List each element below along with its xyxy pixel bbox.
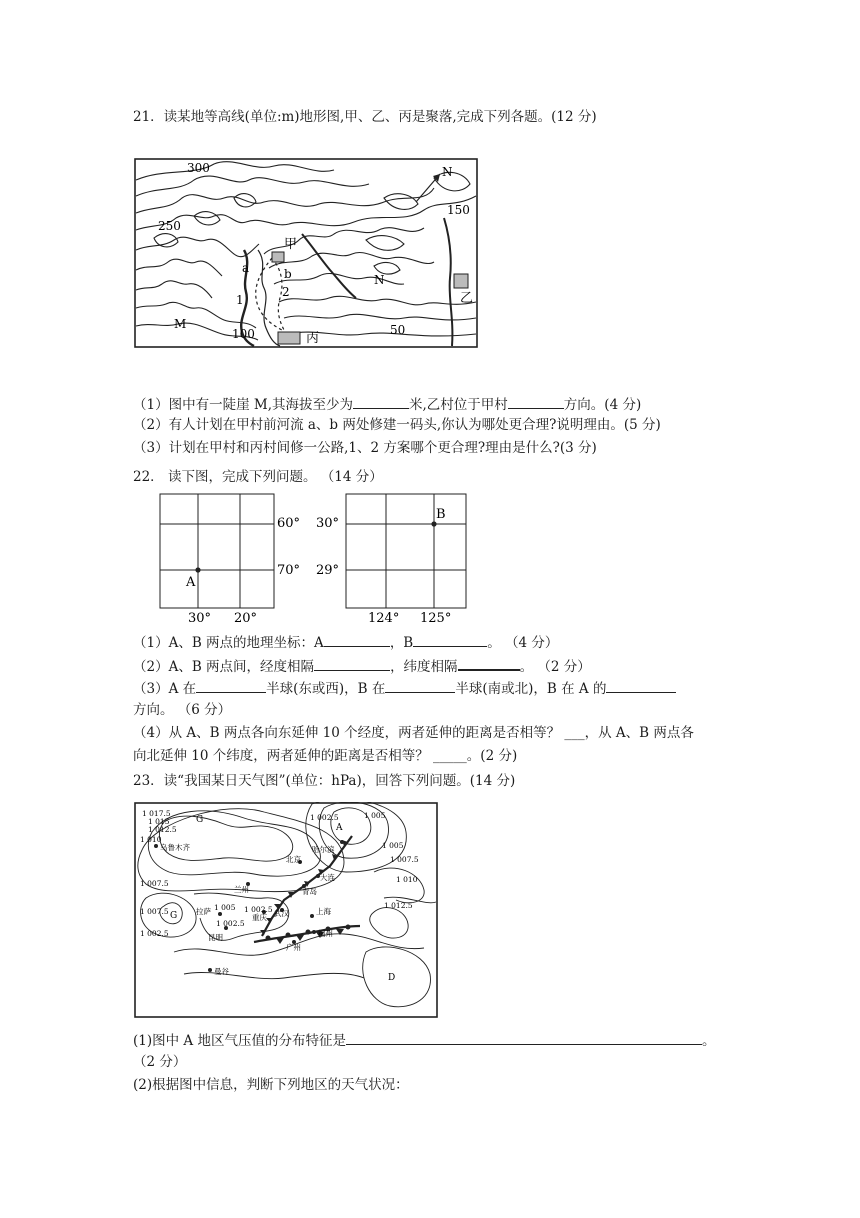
- contour-label-300: 300: [187, 161, 210, 175]
- q22-s3: （3）A 在 半球(东或西)，B 在 半球(南或北)，B 在 A 的: [133, 678, 676, 698]
- q23-title: 23．读“我国某日天气图”(单位：hPa)，回答下列问题。(14 分): [133, 773, 516, 789]
- weather-map: [134, 802, 438, 1018]
- q22-s4-cont: 向北延伸 10 个纬度，两者延伸的距离是否相等？ _____。(2 分): [133, 748, 518, 764]
- svg-text:1 007.5: 1 007.5: [140, 879, 169, 888]
- q21-s3: （3）计划在甲村和丙村间修一公路,1、2 方案哪个更合理?理由是什么?(3 分): [133, 440, 597, 456]
- svg-text:上海: 上海: [316, 907, 331, 916]
- village-yi-label: 乙: [460, 291, 474, 306]
- answer-blank[interactable]: [353, 394, 409, 409]
- svg-text:兰州: 兰州: [234, 885, 249, 894]
- svg-text:1 010: 1 010: [396, 875, 418, 884]
- answer-blank[interactable]: [324, 632, 390, 647]
- point-a-label: A: [186, 575, 196, 590]
- svg-text:1 007.5: 1 007.5: [140, 907, 169, 916]
- lat-30-label: 30°: [316, 516, 340, 531]
- svg-text:1 010: 1 010: [140, 835, 162, 844]
- answer-blank[interactable]: [385, 678, 455, 693]
- q22-title: 22． 读下图，完成下列问题。 （14 分）: [133, 469, 383, 485]
- svg-text:1 017.5: 1 017.5: [142, 809, 171, 818]
- svg-text:武汉: 武汉: [274, 909, 289, 918]
- svg-text:拉萨: 拉萨: [196, 907, 211, 916]
- north-label: N: [442, 165, 453, 179]
- q21-s1: （1）图中有一陡崖 M,其海拔至少为 米,乙村位于甲村 方向。(4 分): [133, 394, 641, 414]
- svg-text:曼谷: 曼谷: [214, 967, 229, 976]
- contour-label-150: 150: [447, 203, 470, 217]
- answer-blank[interactable]: [413, 632, 487, 647]
- svg-text:D: D: [388, 973, 396, 983]
- svg-text:广州: 广州: [286, 943, 301, 952]
- svg-text:1 012.5: 1 012.5: [148, 825, 177, 834]
- answer-blank[interactable]: [606, 678, 676, 693]
- q21-title: 21．读某地等高线(单位:m)地形图,甲、乙、丙是聚落,完成下列各题。(12 分): [133, 109, 597, 125]
- answer-blank[interactable]: [196, 678, 266, 693]
- contour-label-100: 100: [232, 327, 255, 341]
- svg-text:乌鲁木齐: 乌鲁木齐: [160, 843, 190, 852]
- route-1-label: 1: [236, 293, 244, 307]
- svg-text:1 002.5: 1 002.5: [140, 929, 169, 938]
- lat-lon-grid-b: [316, 490, 476, 626]
- svg-text:1 012.5: 1 012.5: [384, 901, 413, 910]
- svg-text:1 002.5: 1 002.5: [244, 905, 273, 914]
- q22-s2: （2）A、B 两点间，经度相隔 ，纬度相隔 。 （2 分）: [133, 655, 591, 676]
- contour-label-50: 50: [390, 323, 406, 337]
- svg-text:昆明: 昆明: [208, 933, 223, 942]
- svg-text:1 002.5: 1 002.5: [310, 813, 339, 822]
- point-b-label: B: [436, 507, 446, 522]
- q21-s2: （2）有人计划在甲村前河流 a、b 两处修建一码头,你认为哪处更合理?说明理由。(5 分): [133, 417, 661, 433]
- answer-blank[interactable]: [346, 1030, 702, 1045]
- svg-text:1 007.5: 1 007.5: [390, 855, 419, 864]
- svg-text:1 005: 1 005: [364, 811, 386, 820]
- lon-20-label: 20°: [234, 611, 258, 626]
- village-jia-label: 甲: [284, 237, 298, 252]
- svg-text:1 005: 1 005: [214, 903, 236, 912]
- svg-text:福州: 福州: [318, 929, 333, 938]
- svg-text:1 015: 1 015: [148, 817, 170, 826]
- svg-text:哈尔滨: 哈尔滨: [312, 845, 335, 854]
- lat-lon-grid-a: [150, 490, 310, 626]
- q22-s3-cont: 方向。 （6 分）: [133, 702, 232, 718]
- village-bing-label: 丙: [306, 331, 320, 346]
- svg-text:1 002.5: 1 002.5: [216, 919, 245, 928]
- cliff-m-label: M: [174, 317, 187, 331]
- svg-text:青岛: 青岛: [302, 887, 317, 896]
- svg-text:北京: 北京: [286, 855, 301, 864]
- lon-30-label: 30°: [188, 611, 212, 626]
- answer-blank[interactable]: [508, 394, 564, 409]
- lat-29-label: 29°: [316, 563, 340, 578]
- svg-text:大连: 大连: [320, 873, 335, 882]
- svg-text:1 005: 1 005: [382, 841, 404, 850]
- north-label-2: N: [374, 273, 385, 287]
- q23-s1: (1)图中 A 地区气压值的分布特征是 。: [133, 1030, 715, 1050]
- svg-text:G: G: [170, 911, 178, 921]
- lon-124-label: 124°: [368, 611, 400, 626]
- q22-s4: （4）从 A、B 两点各向东延伸 10 个经度，两者延伸的距离是否相等？ ___，从 A、B 两点各: [133, 725, 694, 741]
- point-b-label: b: [284, 267, 292, 281]
- svg-text:G: G: [196, 815, 204, 825]
- svg-text:A: A: [336, 823, 343, 833]
- contour-map: [134, 158, 478, 348]
- contour-label-250: 250: [158, 219, 181, 233]
- point-a-label: a: [242, 261, 250, 275]
- q22-s1: （1）A、B 两点的地理坐标：A ，B 。 （4 分）: [133, 632, 558, 652]
- answer-blank[interactable]: [458, 655, 520, 671]
- route-2-label: 2: [282, 285, 290, 299]
- q23-s2: (2)根据图中信息，判断下列地区的天气状况：: [133, 1077, 409, 1093]
- lat-60-label: 60°: [277, 516, 301, 531]
- q23-s1-score: （2 分）: [133, 1054, 187, 1070]
- answer-blank[interactable]: [314, 656, 390, 671]
- lon-125-label: 125°: [420, 611, 452, 626]
- lat-70-label: 70°: [277, 563, 301, 578]
- svg-text:重庆: 重庆: [252, 913, 267, 922]
